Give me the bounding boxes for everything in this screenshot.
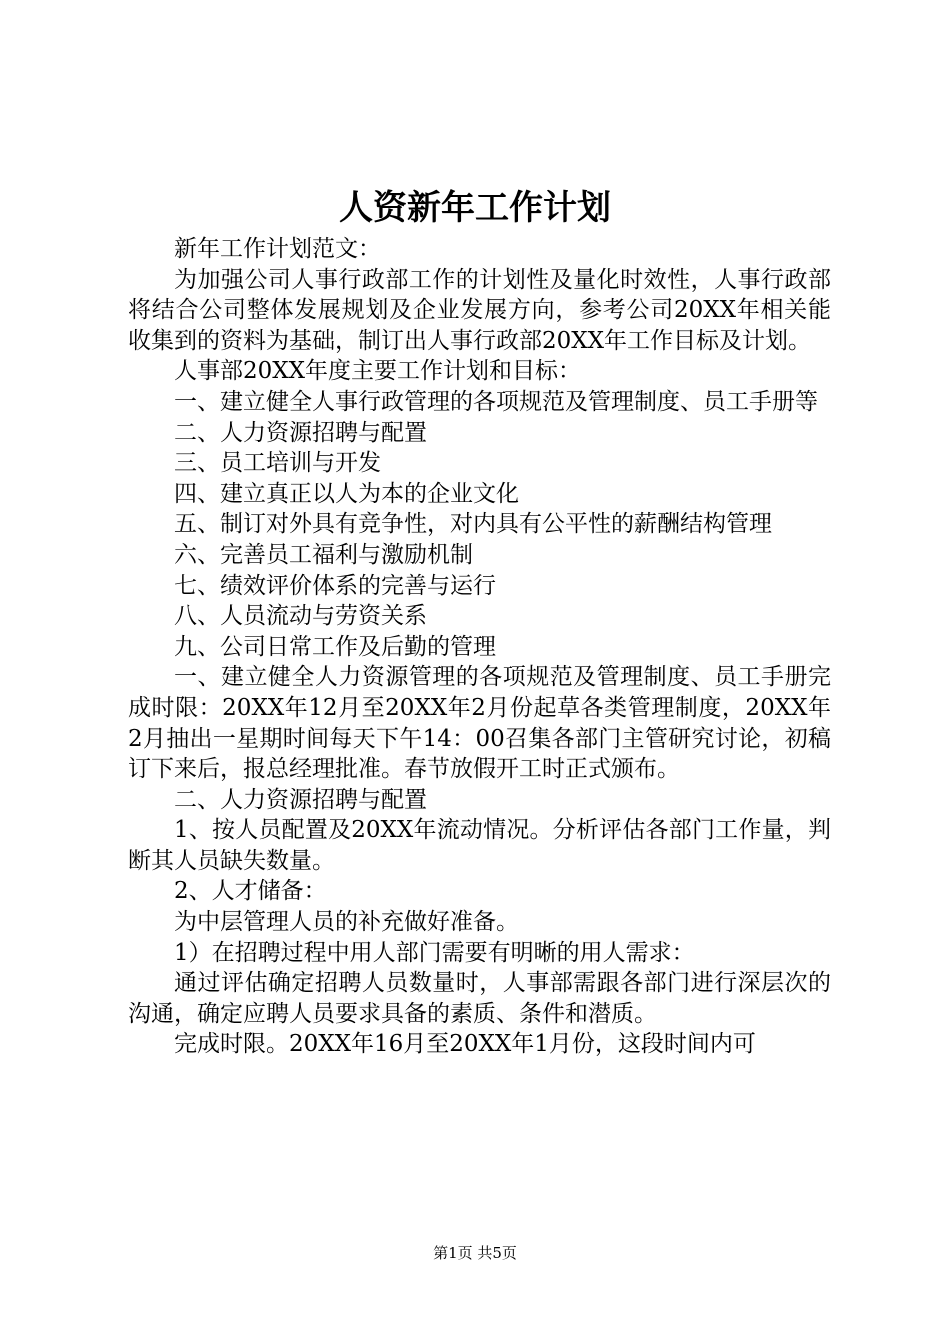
- paragraph: 完成时限。20XX年16月至20XX年1月份，这段时间内可: [174, 1031, 756, 1058]
- document-title: 人资新年工作计划: [339, 188, 611, 228]
- paragraph: 二、人力资源招聘与配置: [174, 419, 427, 446]
- page-footer: 第1页 共5页: [433, 1244, 517, 1262]
- paragraph: 九、公司日常工作及后勤的管理: [174, 633, 496, 660]
- paragraph: 新年工作计划范文：: [174, 236, 381, 262]
- paragraph: 人事部20XX年度主要工作计划和目标：: [174, 358, 582, 385]
- paragraph: 2、人才储备：: [174, 878, 327, 905]
- paragraph: 一、建立健全人事行政管理的各项规范及管理制度、员工手册等: [174, 388, 818, 415]
- paragraph: 一、建立健全人力资源管理的各项规范及管理制度、员工手册完成时限：20XX年12月至20XX年2月份起草各类管理制度，20XX年2月抽出一星期时间每天下午14：00召集各部门主管研究讨论，初稿订下来后，报总经理批准。春节放假开工时正式颁布。: [128, 664, 831, 783]
- paragraph: 八、人员流动与劳资关系: [174, 603, 427, 630]
- paragraph: 六、完善员工福利与激励机制: [174, 541, 473, 568]
- paragraph: 二、人力资源招聘与配置: [174, 786, 427, 813]
- document-body: [128, 234, 831, 1060]
- paragraph: 为加强公司人事行政部工作的计划性及量化时效性，人事行政部将结合公司整体发展规划及企业发展方向，参考公司20XX年相关能收集到的资料为基础，制订出人事行政部20XX年工作目标及计划。: [128, 266, 831, 354]
- paragraph: 为中层管理人员的补充做好准备。: [174, 909, 519, 936]
- paragraph: 三、员工培训与开发: [174, 450, 381, 477]
- paragraph: 七、绩效评价体系的完善与运行: [174, 572, 496, 599]
- paragraph: 通过评估确定招聘人员数量时，人事部需跟各部门进行深层次的沟通，确定应聘人员要求具备的素质、条件和潜质。: [128, 970, 831, 1027]
- paragraph: 四、建立真正以人为本的企业文化: [174, 480, 519, 507]
- paragraph: 五、制订对外具有竞争性，对内具有公平性的薪酬结构管理: [174, 511, 772, 538]
- paragraph: 1）在招聘过程中用人部门需要有明晰的用人需求：: [174, 939, 695, 966]
- paragraph: 1、按人员配置及20XX年流动情况。分析评估各部门工作量，判断其人员缺失数量。: [128, 817, 831, 874]
